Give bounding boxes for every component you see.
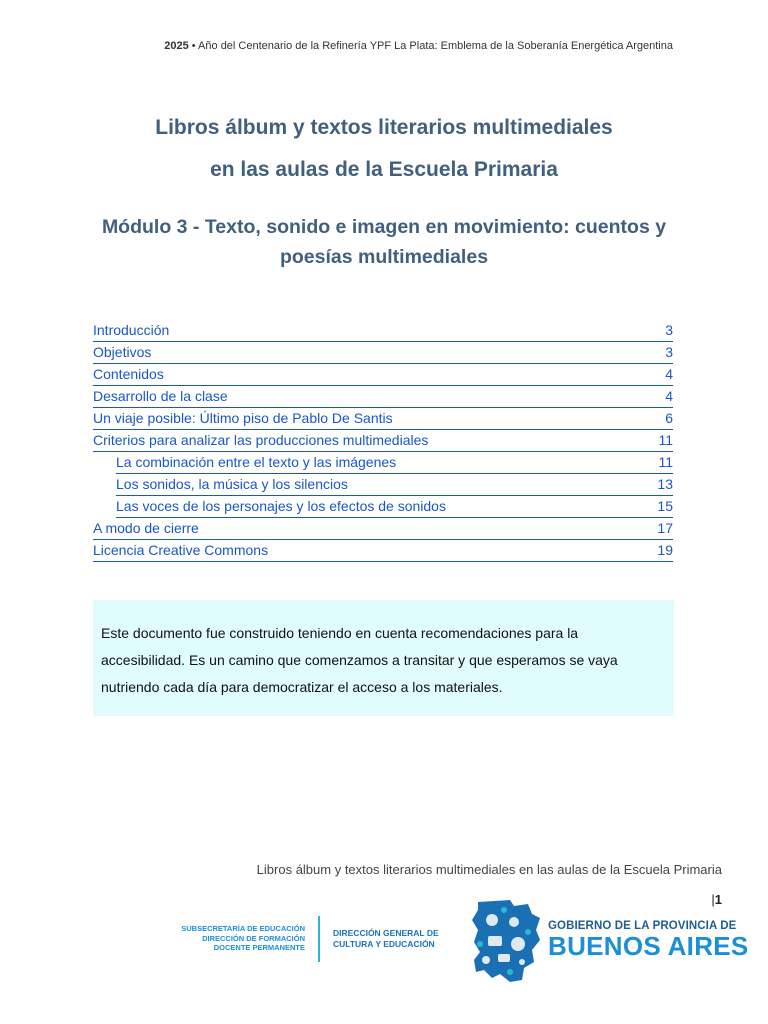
toc-page: 11 — [658, 454, 673, 470]
toc-item-cierre[interactable] — [93, 518, 673, 540]
header-year: 2025 — [164, 40, 189, 52]
direccion-general-logo — [333, 928, 458, 950]
toc-label: Los sonidos, la música y los silencios — [116, 476, 348, 492]
toc-item-criterios[interactable] — [93, 430, 673, 452]
toc-label: Introducción — [93, 322, 170, 338]
toc-item-combinacion[interactable] — [116, 452, 673, 474]
table-of-contents — [93, 320, 673, 562]
toc-label: A modo de cierre — [93, 520, 199, 536]
toc-page: 17 — [657, 520, 673, 536]
toc-item-viaje-posible[interactable] — [93, 408, 673, 430]
toc-label: Las voces de los personajes y los efectos de sonidos — [116, 498, 446, 514]
toc-label: Criterios para analizar las producciones multimediales — [93, 432, 429, 448]
gobierno-buenos-aires-logo — [548, 920, 749, 960]
toc-label: Un viaje posible: Último piso de Pablo De Santis — [93, 410, 393, 426]
province-map-emblem-icon — [470, 896, 542, 984]
logo-divider — [318, 916, 320, 962]
toc-page: 4 — [665, 388, 673, 404]
toc-item-contenidos[interactable] — [93, 364, 673, 386]
toc-label: Contenidos — [93, 366, 164, 382]
accessibility-note: Este documento fue construido teniendo en cuenta recomendaciones para la accesibilidad. Es un camino que comenzamos a transitar y que esperamos se vaya nutriendo cada día para democratizar el acceso a los materiales. — [93, 600, 674, 716]
toc-page: 3 — [665, 322, 673, 338]
gov-line1: GOBIERNO DE LA PROVINCIA DE — [548, 920, 737, 932]
page-number-value: 1 — [714, 892, 722, 907]
toc-item-licencia[interactable] — [93, 540, 673, 562]
toc-label: Licencia Creative Commons — [93, 542, 269, 558]
toc-page: 3 — [665, 344, 673, 360]
toc-item-voces[interactable] — [116, 496, 673, 518]
subsecretaria-logo — [160, 924, 305, 953]
toc-page: 4 — [665, 366, 673, 382]
gov-line2: BUENOS AIRES — [548, 931, 749, 961]
toc-page: 13 — [657, 476, 673, 492]
document-title-line1: Libros álbum y textos literarios multimediales — [155, 116, 613, 139]
direccion-general-line2: CULTURA Y EDUCACIÓN — [333, 939, 435, 949]
direccion-general-line1: DIRECCIÓN GENERAL DE — [333, 928, 439, 938]
subsecretaria-label: SUBSECRETARÍA DE EDUCACIÓN — [181, 924, 305, 933]
toc-page: 11 — [658, 432, 673, 448]
toc-item-introduccion[interactable] — [93, 320, 673, 342]
document-title-line2: en las aulas de la Escuela Primaria — [210, 158, 558, 181]
toc-page: 6 — [665, 410, 673, 426]
toc-page: 19 — [657, 542, 673, 558]
page-number-prefix: | — [711, 892, 715, 907]
toc-item-desarrollo[interactable] — [93, 386, 673, 408]
toc-label: La combinación entre el texto y las imágenes — [116, 454, 397, 470]
toc-item-sonidos[interactable] — [116, 474, 673, 496]
toc-label: Desarrollo de la clase — [93, 388, 228, 404]
toc-label: Objetivos — [93, 344, 152, 360]
page-number — [711, 892, 722, 907]
toc-page: 15 — [657, 498, 673, 514]
toc-item-objetivos[interactable] — [93, 342, 673, 364]
header-banner-text: • Año del Centenario de la Refinería YPF La Plata: Emblema de la Soberanía Energética Argentina — [188, 40, 673, 52]
footer-title: Libros álbum y textos literarios multimediales en las aulas de la Escuela Primaria — [256, 862, 722, 877]
header-banner — [164, 40, 673, 52]
module-title: Módulo 3 - Texto, sonido e imagen en movimiento: cuentos y poesías multimediales — [101, 216, 667, 268]
direccion-formacion-line2: DOCENTE PERMANENTE — [213, 943, 305, 952]
direccion-formacion-line1: DIRECCIÓN DE FORMACIÓN — [202, 933, 305, 943]
